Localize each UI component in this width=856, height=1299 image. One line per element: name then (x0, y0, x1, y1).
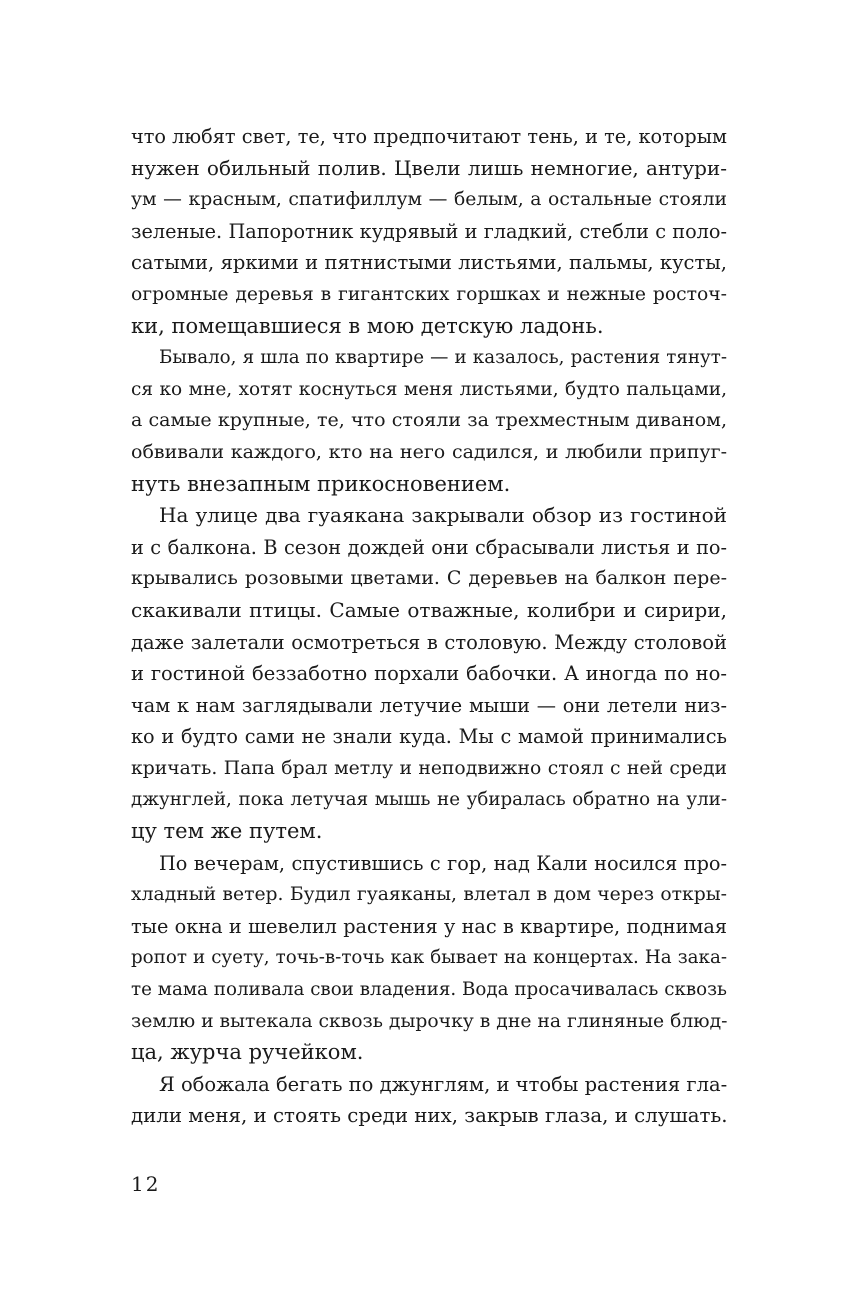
text-line: По вечерам, спустившись с гор, над Кали носился про- (159, 851, 727, 875)
text-line: и с балкона. В сезон дождей они сбрасывали листья и по- (131, 535, 727, 559)
text-line: сатыми, яркими и пятнистыми листьями, пальмы, кусты, (131, 251, 727, 275)
text-line: зеленые. Папоротник кудрявый и гладкий, стебли с поло- (131, 219, 727, 243)
text-line: огромные деревья в гигантских горшках и нежные росточ- (131, 283, 727, 305)
text-line: ум — красным, спатифиллум — белым, а остальные стояли (131, 189, 727, 211)
text-line: скакивали птицы. Самые отважные, колибри и сирири, (131, 597, 727, 622)
text-line: и гостиной беззаботно порхали бабочки. А иногда по но- (131, 662, 727, 686)
text-line: ся ко мне, хотят коснуться меня листьями, будто пальцами, (131, 378, 727, 400)
page-number: 12 (131, 1172, 161, 1196)
text-line: ко и будто сами не знали куда. Мы с мамой принимались (131, 725, 727, 749)
text-line: даже залетали осмотреться в столовую. Между столовой (131, 630, 727, 654)
text-line: нужен обильный полив. Цвели лишь немногие, антури- (131, 155, 727, 180)
text-line: ропот и суету, точь-в-точь как бывает на концертах. На зака- (131, 947, 727, 969)
text-line: крывались розовыми цветами. С деревьев на балкон пере- (131, 567, 727, 590)
text-line: Я обожала бегать по джунглям, и чтобы растения гла- (159, 1072, 728, 1096)
text-line: что любят свет, те, что предпочитают тень, и те, которым (131, 125, 727, 148)
text-line: чам к нам заглядывали летучие мыши — они летели низ- (131, 693, 727, 717)
text-line: На улице два гуаякана закрывали обзор из гостиной (159, 503, 727, 528)
text-line: хладный ветер. Будил гуаяканы, влетал в дом через откры- (131, 884, 727, 906)
text-line: обвивали каждого, кто на него садился, и любили припуг- (131, 440, 727, 463)
text-line: Бывало, я шла по квартире — и казалось, растения тянут- (159, 347, 727, 369)
text-line: джунглей, пока летучая мышь не убиралась обратно на ули- (131, 789, 727, 811)
body-text (131, 121, 727, 1132)
text-line: цу тем же путем. (131, 819, 323, 844)
text-line: землю и вытекала сквозь дырочку в дне на глиняные блюд- (131, 1010, 728, 1032)
text-line: нуть внезапным прикосновением. (131, 471, 511, 496)
text-line: дили меня, и стоять среди них, закрыв глаза, и слушать. (131, 1104, 728, 1128)
text-line: ца, журча ручейком. (131, 1040, 364, 1065)
text-line: кричать. Папа брал метлу и неподвижно стоял с ней среди (131, 757, 727, 779)
text-line: те мама поливала свои владения. Вода просачивалась сквозь (131, 979, 727, 1001)
text-line: тые окна и шевелил растения у нас в квартире, поднимая (131, 914, 727, 938)
text-line: а самые крупные, те, что стояли за трехместным диваном, (131, 409, 727, 432)
text-line: ки, помещавшиеся в мою детскую ладонь. (131, 313, 604, 338)
